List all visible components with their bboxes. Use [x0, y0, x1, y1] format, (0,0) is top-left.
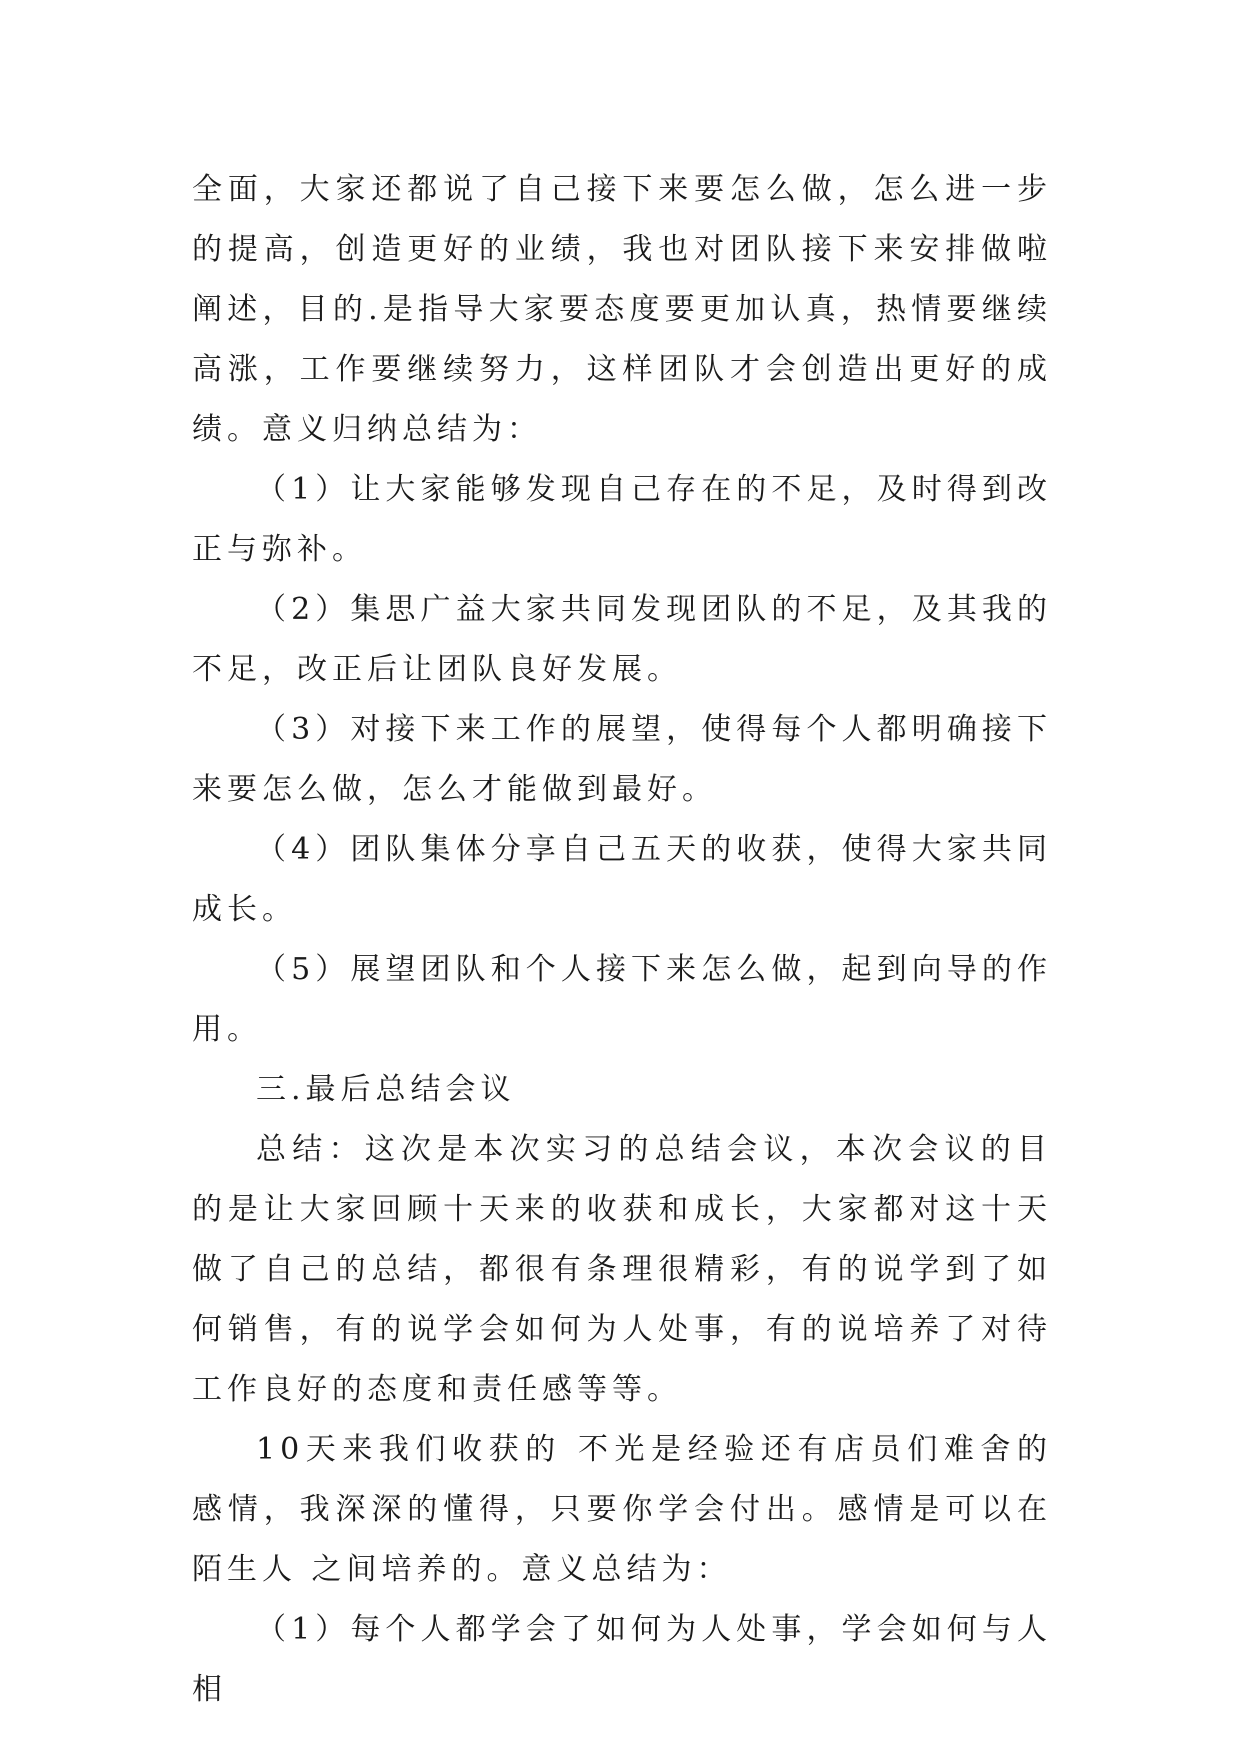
paragraph-ten-days: 10天来我们收获的 不光是经验还有店员们难舍的感情，我深深的懂得，只要你学会付出。感情是可以在陌生人 之间培养的。意义总结为：: [192, 1432, 1052, 1587]
list-item-final-1: （1）每个人都学会了如何为人处事，学会如何与人相: [192, 1612, 1052, 1707]
list-item-5: （5）展望团队和个人接下来怎么做，起到向导的作用。: [192, 952, 1052, 1047]
paragraph-final-summary: 总结：这次是本次实习的总结会议，本次会议的目的是让大家回顾十天来的收获和成长，大家都对这十天做了自己的总结，都很有条理很精彩，有的说学到了如何销售，有的说学会如何为人处事，有的说培养了对待工作良好的态度和责任感等等。: [192, 1132, 1052, 1407]
list-item-3: （3）对接下来工作的展望，使得每个人都明确接下来要怎么做，怎么才能做到最好。: [192, 712, 1052, 807]
list-item-2: （2）集思广益大家共同发现团队的不足，及其我的不足，改正后让团队良好发展。: [192, 592, 1052, 687]
list-item-4: （4）团队集体分享自己五天的收获，使得大家共同成长。: [192, 832, 1052, 927]
paragraph-summary-intro: 全面，大家还都说了自己接下来要怎么做，怎么进一步的提高，创造更好的业绩，我也对团队接下来安排做啦阐述，目的.是指导大家要态度要更加认真，热情要继续高涨，工作要继续努力，这样团队才会创造出更好的成绩。意义归纳总结为：: [192, 172, 1052, 447]
section-heading: 三.最后总结会议: [256, 1072, 516, 1107]
list-item-1: （1）让大家能够发现自己存在的不足，及时得到改正与弥补。: [192, 472, 1052, 567]
document-body: [192, 160, 1052, 1720]
